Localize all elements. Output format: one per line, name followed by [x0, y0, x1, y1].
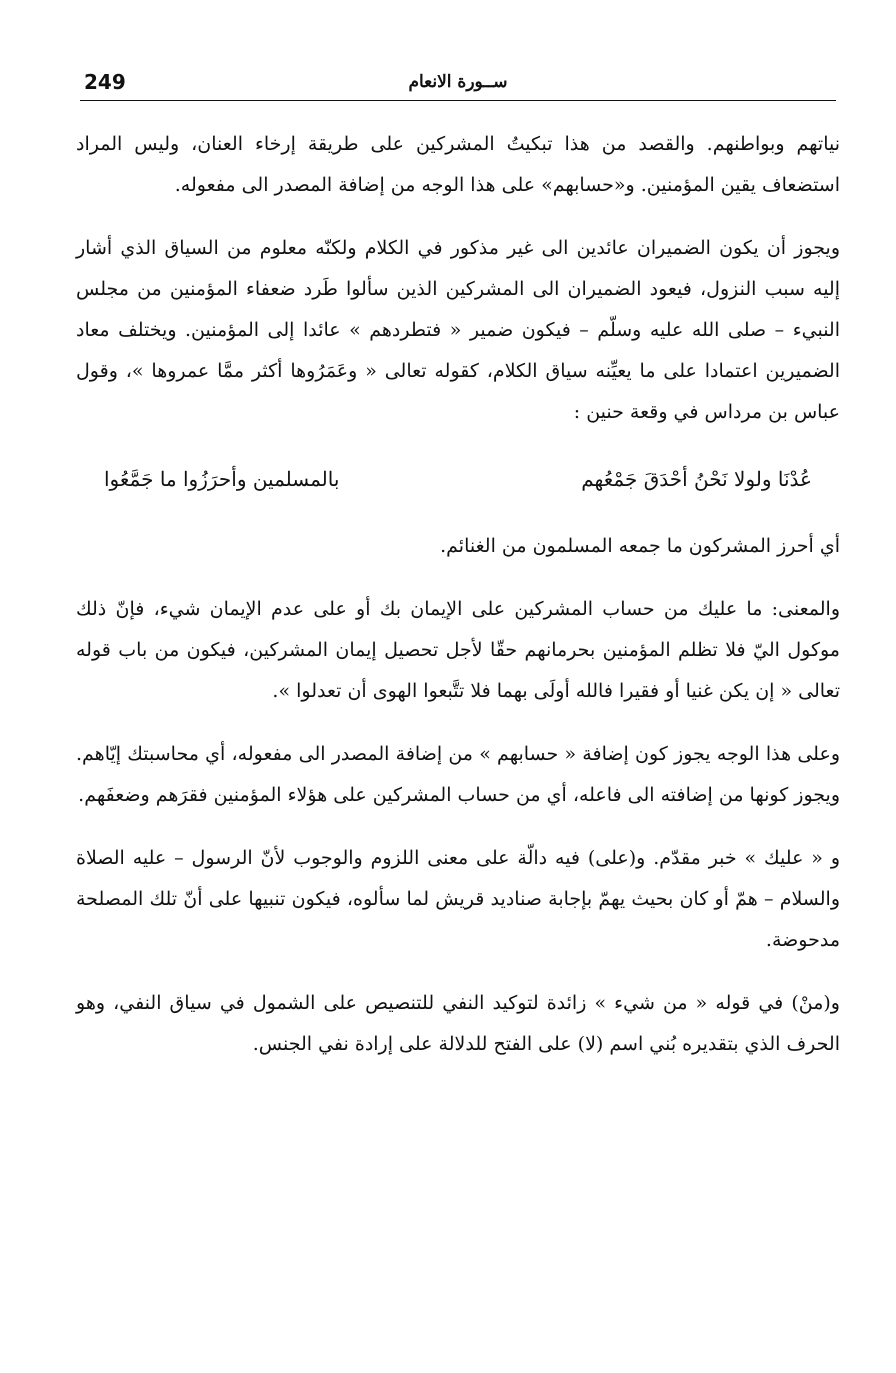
- header-rule: [80, 100, 836, 101]
- paragraph-2: ويجوز أن يكون الضميران عائدين الى غير مذكور في الكلام ولكنّه معلوم من السياق الذي أشار إليه سبب النزول، فيعود الضميران الى المشركين الذين سألوا طَرد ضعفاء المؤمنين من مجلس النبيء – صلى الله عليه وسلّم – فيكون ضمير « فتطردهم » عائدا إلى المؤمنين. ويختلف معاد الضميرين اعتمادا على ما يعيِّنه سياق الكلام، كقوله تعالى « وعَمَرُوها أكثر ممَّا عمروها »، وقول عباس بن مرداس في وقعة حنين :: [76, 237, 840, 423]
- paragraph-6: و « عليك » خبر مقدّم. و(على) فيه دالّة على معنى اللزوم والوجوب لأنّ الرسول – عليه الصلاة والسلام – همّ أو كان بحيث يهمّ بإجابة صناديد قريش لما سألوه، فيكون تنبيها على أنّ تلك المصلحة مدحوضة.: [76, 847, 840, 951]
- page-number: 249: [84, 70, 126, 94]
- page-body: [76, 124, 840, 1087]
- verse-hemistich-first: عُدْنَا ولولا نَحْنُ أحْدَقَ جَمْعُهم: [581, 467, 812, 491]
- paragraph-4: والمعنى: ما عليك من حساب المشركين على الإيمان بك أو على عدم الإيمان شيء، فإنّ ذلك موكول اليّ فلا تظلم المؤمنين بحرمانهم حقّا لأجل تحصيل إيمان المشركين، فيكون من باب قوله تعالى « إن يكن غنيا أو فقيرا فالله أولَى بهما فلا تتَّبعوا الهوى أن تعدلوا ».: [76, 598, 840, 702]
- paragraph-3: أي أحرز المشركون ما جمعه المسلمون من الغنائم.: [440, 535, 840, 557]
- running-title: ســورة الانعام: [408, 72, 508, 92]
- paragraph-7: و(منْ) في قوله « من شيء » زائدة لتوكيد النفي للتنصيص على الشمول في سياق النفي، وهو الحرف الذي بتقديره بُني اسم (لا) على الفتح للدلالة على إرادة نفي الجنس.: [76, 992, 840, 1055]
- page-header: [80, 60, 836, 100]
- verse-hemistich-second: بالمسلمين وأحرَزُوا ما جَمَّعُوا: [104, 467, 340, 491]
- paragraph-1: نياتهم وبواطنهم. والقصد من هذا تبكيتُ المشركين على طريقة إرخاء العنان، وليس المراد استضعاف يقين المؤمنين. و«حسابهم» على هذا الوجه من إضافة المصدر الى مفعوله.: [76, 133, 840, 196]
- poetry-verse: [76, 453, 840, 526]
- paragraph-5: وعلى هذا الوجه يجوز كون إضافة « حسابهم » من إضافة المصدر الى مفعوله، أي محاسبتك إيّاهم. ويجوز كونها من إضافته الى فاعله، أي من حساب المشركين على هؤلاء المؤمنين فقرَهم وضعفَهم.: [76, 743, 840, 806]
